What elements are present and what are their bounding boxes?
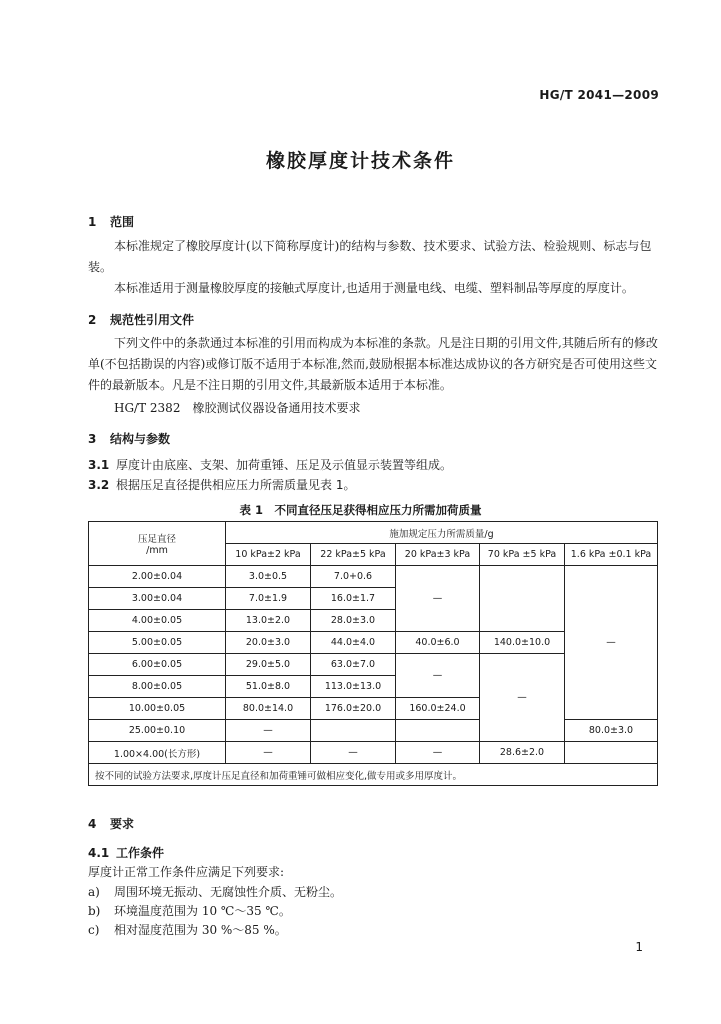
diameter-cell: 2.00±0.04 [89, 566, 226, 588]
value-cell: 160.0±24.0 [396, 698, 480, 720]
section-number: 3 [88, 432, 97, 446]
table-row [89, 566, 658, 588]
item-text: 环境温度范围为 10 ℃～35 ℃。 [114, 904, 291, 918]
section-2-paragraph: 下列文件中的条款通过本标准的引用而构成为本标准的条款。凡是注日期的引用文件,其随后所有的修改单(不包括勘误的内容)或修订版不适用于本标准,然而,鼓励根据本标准达成协议的各方研究是否可使用这些文件的最新版本。凡是不注日期的引用文件,其最新版本适用于本标准。 [88, 336, 658, 392]
pressure-header: 1.6 kPa ±0.1 kPa [565, 544, 658, 566]
value-cell: 7.0±1.9 [226, 588, 311, 610]
pressure-header: 70 kPa ±5 kPa [480, 544, 565, 566]
diameter-cell: 4.00±0.05 [89, 610, 226, 632]
diameter-cell: 1.00×4.00(长方形) [89, 742, 226, 764]
value-cell [396, 720, 480, 742]
value-cell: — [226, 720, 311, 742]
pressure-header: 20 kPa±3 kPa [396, 544, 480, 566]
table-header-mass: 施加规定压力所需质量/g [226, 522, 658, 544]
standard-number: HG/T 2041—2009 [539, 88, 659, 102]
value-cell [480, 566, 565, 632]
pressure-header: 10 kPa±2 kPa [226, 544, 311, 566]
table-header-diameter [89, 522, 226, 566]
section-number: 1 [88, 215, 97, 229]
section-title: 结构与参数 [110, 432, 171, 446]
table-1-caption: 表 1 不同直径压足获得相应压力所需加荷质量 [239, 503, 482, 517]
value-cell: 3.0±0.5 [226, 566, 311, 588]
value-cell: 80.0±14.0 [226, 698, 311, 720]
value-cell: 140.0±10.0 [480, 632, 565, 654]
condition-item-b [88, 902, 291, 919]
value-cell: 40.0±6.0 [396, 632, 480, 654]
value-cell: 7.0+0.6 [311, 566, 396, 588]
section-1-heading [88, 213, 134, 230]
diameter-cell: 25.00±0.10 [89, 720, 226, 742]
clause-number: 4.1 [88, 846, 110, 860]
value-cell: 29.0±5.0 [226, 654, 311, 676]
pressure-header: 22 kPa±5 kPa [311, 544, 396, 566]
condition-item-a [88, 883, 342, 900]
clause-3-1 [88, 456, 452, 473]
value-cell: 13.0±2.0 [226, 610, 311, 632]
item-key: a) [88, 885, 100, 899]
section-title: 规范性引用文件 [110, 313, 195, 327]
clause-number: 3.2 [88, 478, 110, 492]
header-label: 压足直径 [137, 534, 176, 545]
value-cell: — [396, 742, 480, 764]
diameter-cell: 6.00±0.05 [89, 654, 226, 676]
value-cell: 80.0±3.0 [565, 720, 658, 742]
item-text: 相对湿度范围为 30 %～85 %。 [114, 923, 287, 937]
page-number: 1 [635, 940, 643, 954]
header-unit: /mm [146, 545, 168, 556]
value-cell: — [396, 566, 480, 632]
clause-number: 3.1 [88, 458, 110, 472]
value-cell: 44.0±4.0 [311, 632, 396, 654]
value-cell: 28.6±2.0 [480, 742, 565, 764]
table-note: 按不同的试验方法要求,厚度计压足直径和加荷重锤可做相应变化,做专用或多用厚度计。 [89, 764, 658, 786]
section-number: 2 [88, 313, 97, 327]
value-cell: — [565, 566, 658, 720]
value-cell: 176.0±20.0 [311, 698, 396, 720]
clause-text: 厚度计由底座、支架、加荷重锤、压足及示值显示装置等组成。 [116, 458, 453, 472]
value-cell: — [311, 742, 396, 764]
value-cell: — [226, 742, 311, 764]
section-1-paragraph-1: 本标准规定了橡胶厚度计(以下简称厚度计)的结构与参数、技术要求、试验方法、检验规则、标志与包装。 [88, 239, 652, 274]
diameter-cell: 5.00±0.05 [89, 632, 226, 654]
table-note-row [89, 764, 658, 786]
diameter-cell: 3.00±0.04 [89, 588, 226, 610]
item-key: c) [88, 923, 100, 937]
item-text: 周围环境无振动、无腐蚀性介质、无粉尘。 [114, 885, 343, 899]
value-cell: 16.0±1.7 [311, 588, 396, 610]
value-cell: — [480, 654, 565, 742]
item-key: b) [88, 904, 101, 918]
section-1-paragraph-2: 本标准适用于测量橡胶厚度的接触式厚度计,也适用于测量电线、电缆、塑料制品等厚度的厚度计。 [114, 281, 634, 295]
normative-reference: HG/T 2382 橡胶测试仪器设备通用技术要求 [114, 401, 361, 415]
diameter-cell: 10.00±0.05 [89, 698, 226, 720]
value-cell: — [396, 654, 480, 698]
section-3-heading [88, 430, 170, 447]
section-4-heading [88, 815, 134, 832]
value-cell: 113.0±13.0 [311, 676, 396, 698]
conditions-intro: 厚度计正常工作条件应满足下列要求: [88, 865, 285, 879]
condition-item-c [88, 921, 287, 938]
value-cell [565, 742, 658, 764]
clause-title: 工作条件 [116, 846, 165, 860]
diameter-cell: 8.00±0.05 [89, 676, 226, 698]
value-cell: 28.0±3.0 [311, 610, 396, 632]
section-number: 4 [88, 817, 97, 831]
section-title: 范围 [110, 215, 135, 229]
table-row [89, 742, 658, 764]
clause-text: 根据压足直径提供相应压力所需质量见表 1。 [116, 478, 356, 492]
document-title: 橡胶厚度计技术条件 [265, 150, 455, 172]
section-title: 要求 [110, 817, 135, 831]
value-cell [311, 720, 396, 742]
section-2-heading [88, 311, 194, 328]
clause-3-2 [88, 476, 355, 493]
table-row [89, 720, 658, 742]
value-cell: 20.0±3.0 [226, 632, 311, 654]
clause-4-1 [88, 844, 164, 861]
value-cell: 51.0±8.0 [226, 676, 311, 698]
table-1 [88, 521, 658, 786]
value-cell: 63.0±7.0 [311, 654, 396, 676]
